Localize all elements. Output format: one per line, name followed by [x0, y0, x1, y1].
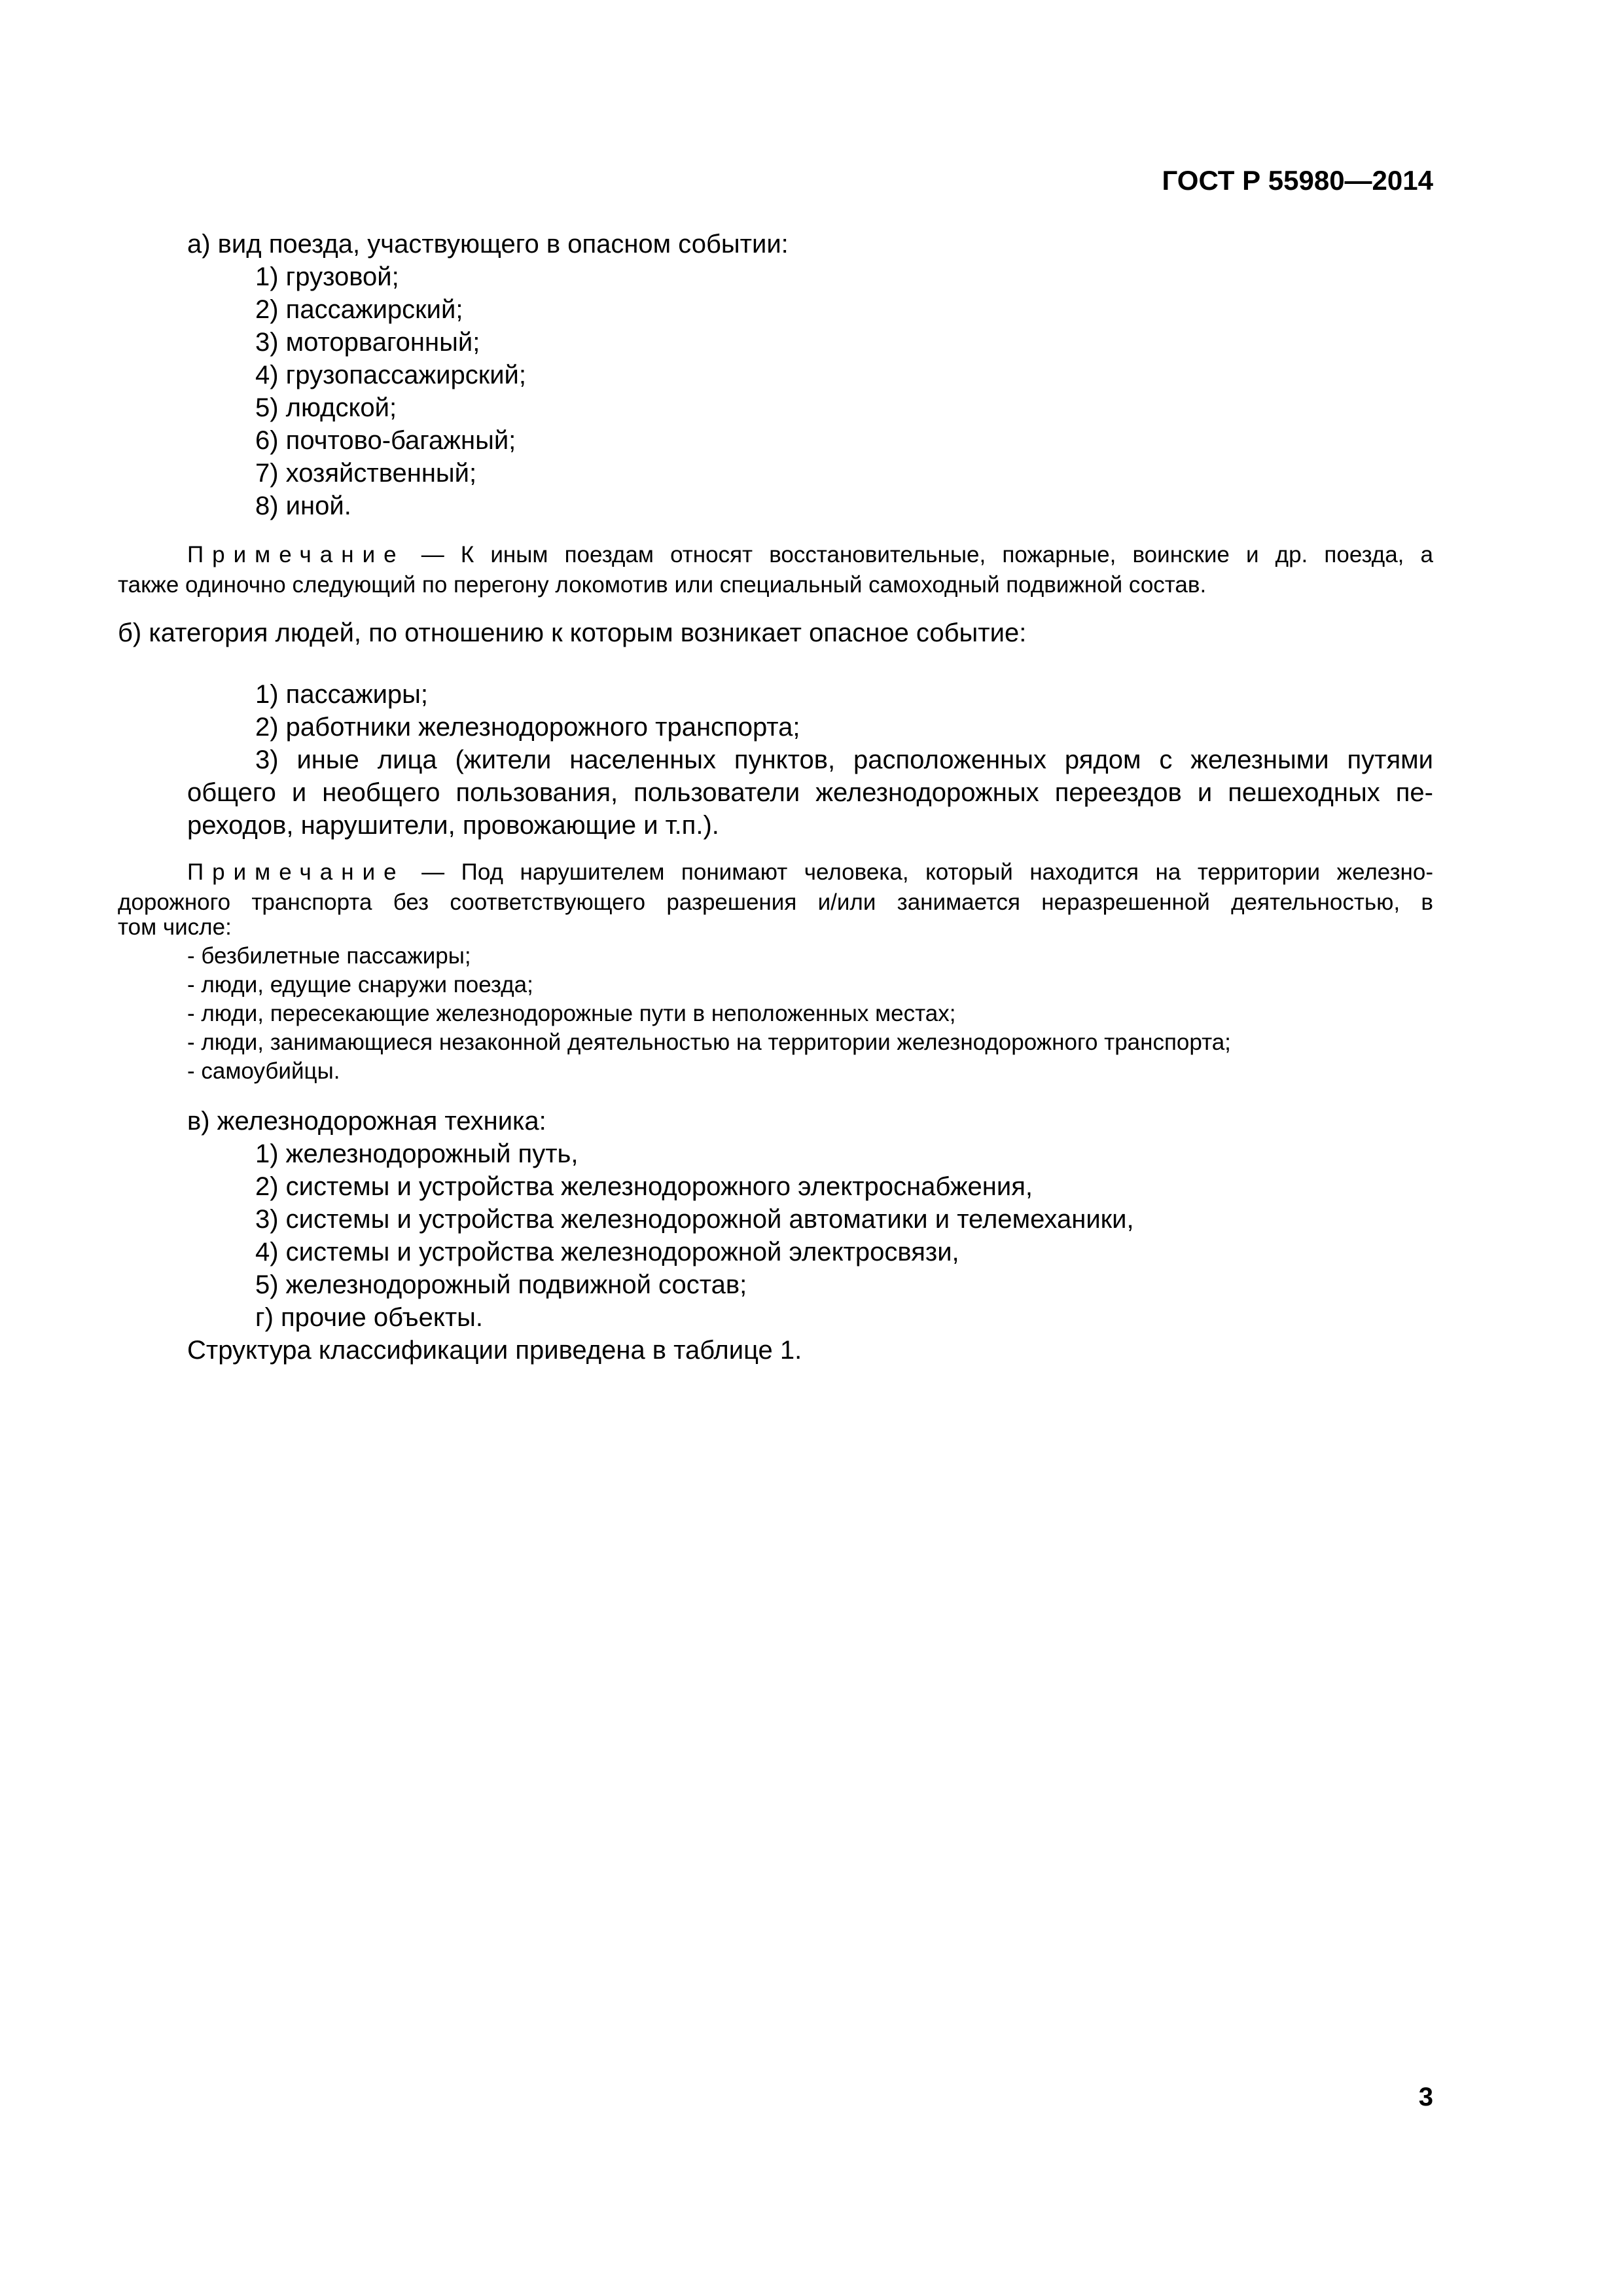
note-1-line-2: также одиночно следующий по перегону локомотив или специальный самоходный подвижной состав. [118, 572, 1207, 598]
note-label: Примечание [187, 542, 405, 567]
list-item: 1) грузовой; [255, 262, 399, 291]
note-2-line-2: дорожного транспорта без соответствующего разрешения и/или занимается неразрешенной деятельностью, в [118, 889, 1433, 915]
list-item: 5) железнодорожный подвижной состав; [255, 1270, 747, 1299]
list-item: 4) грузопассажирский; [255, 361, 527, 389]
list-item: 2) системы и устройства железнодорожного электроснабжения, [255, 1172, 1033, 1201]
list-item: - самоубийцы. [187, 1058, 340, 1084]
section-b-item-3-line-2: общего и необщего пользования, пользователи железнодорожных переездов и пешеходных пе- [187, 778, 1433, 807]
section-b-title: б) категория людей, по отношению к которым возникает опасное событие: [118, 619, 1027, 647]
list-item: 8) иной. [255, 492, 351, 520]
list-item: 7) хозяйственный; [255, 459, 477, 488]
list-item: 3) моторвагонный; [255, 328, 480, 357]
note-2-line-1 [187, 857, 1433, 888]
list-item: г) прочие объекты. [255, 1303, 484, 1332]
note-label: Примечание [187, 859, 405, 885]
document-code-header: ГОСТ Р 55980—2014 [1162, 165, 1433, 196]
section-b-item-3-line-3: реходов, нарушители, провожающие и т.п.). [187, 811, 719, 840]
list-item: - люди, занимающиеся незаконной деятельностью на территории железнодорожного транспорта; [187, 1030, 1231, 1055]
list-item: 6) почтово-багажный; [255, 426, 516, 455]
list-item: 4) системы и устройства железнодорожной электросвязи, [255, 1238, 959, 1266]
list-item: 2) пассажирский; [255, 295, 463, 324]
list-item: 1) железнодорожный путь, [255, 1139, 579, 1168]
list-item: - люди, едущие снаружи поезда; [187, 972, 533, 997]
list-item: 1) пассажиры; [255, 680, 429, 709]
list-item: 5) людской; [255, 393, 397, 422]
note-2-text: — Под нарушителем понимают человека, который находится на территории железно- [421, 859, 1433, 885]
page-number: 3 [1418, 2083, 1433, 2111]
list-item: 3) системы и устройства железнодорожной автоматики и телемеханики, [255, 1205, 1134, 1234]
section-c-title: в) железнодорожная техника: [187, 1107, 546, 1136]
section-b-item-3-line-1: 3) иные лица (жители населенных пунктов, расположенных рядом с железными путями [255, 745, 1433, 774]
section-a-title: а) вид поезда, участвующего в опасном событии: [187, 230, 789, 259]
list-item: - безбилетные пассажиры; [187, 943, 471, 969]
note-1-line-1 [187, 540, 1433, 570]
list-item: - люди, пересекающие железнодорожные пути в неположенных местах; [187, 1001, 956, 1026]
list-item: 2) работники железнодорожного транспорта; [255, 713, 800, 742]
note-1-text: — К иным поездам относят восстановительные, пожарные, воинские и др. поезда, а [421, 542, 1434, 567]
note-2-line-3: том числе: [118, 914, 232, 940]
closing-sentence: Структура классификации приведена в таблице 1. [187, 1336, 802, 1365]
